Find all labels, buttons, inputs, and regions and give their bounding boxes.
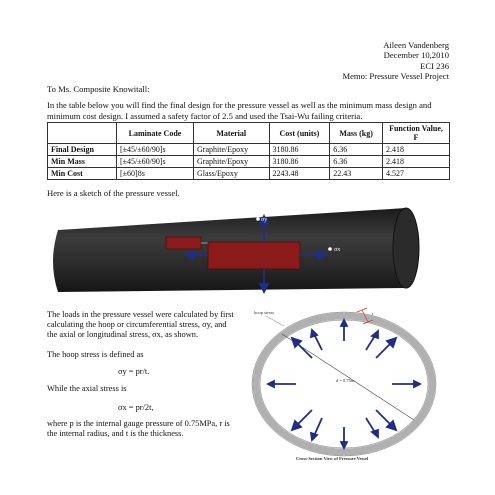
label-dot	[328, 247, 332, 251]
table-cell: Graphite/Epoxy	[194, 156, 270, 168]
salutation: To Ms. Composite Knowitall:	[47, 84, 150, 94]
table-cell: 2.418	[383, 156, 450, 168]
table-cell: Final Design	[48, 144, 117, 156]
table-cell: [±45/±60/90]s	[117, 156, 194, 168]
table-header-cell: Cost (units)	[269, 123, 330, 144]
table-cell: 22.43	[330, 168, 383, 180]
axial-stress-equation: σx = pr/2t,	[118, 403, 154, 412]
table-cell: Min Cost	[48, 168, 117, 180]
pressure-vessel-sketch	[46, 202, 442, 296]
design-table	[47, 122, 450, 180]
table-header-cell: Function Value, F	[383, 123, 450, 144]
loads-paragraph: The loads in the pressure vessel were calculated by first calculating the hoop or circumferential stress, σy, and the axial or longitudinal stress, σx, as shown.	[47, 310, 234, 340]
table-row	[48, 168, 450, 180]
large-stress-element	[208, 242, 300, 269]
hoop-stress-intro: The hoop stress is defined as	[47, 350, 144, 359]
sketch-caption: Here is a sketch of the pressure vessel.	[47, 188, 180, 198]
table-cell: Min Mass	[48, 156, 117, 168]
pressure-arrows	[268, 320, 420, 448]
table-cell: 2.418	[383, 144, 450, 156]
table-header-cell: Material	[194, 123, 270, 144]
table-cell: Glass/Epoxy	[194, 168, 270, 180]
table-cell: 3180.86	[269, 156, 330, 168]
label-leader	[266, 316, 284, 326]
author-name: Aileen Vandenberg	[383, 40, 449, 50]
table-header-cell: Mass (kg)	[330, 123, 383, 144]
small-stress-element	[166, 237, 201, 249]
table-cell: 3180.86	[269, 144, 330, 156]
table-header-cell: Laminate Code	[117, 123, 194, 144]
table-cell: 6.36	[330, 156, 383, 168]
diameter-label: d = 0.75m	[336, 378, 355, 383]
intro-paragraph: In the table below you will find the final design for the pressure vessel as well as the minimum mass design and minimum cost design. I assumed a safety factor of 2.5 and used the Tsai-Wu failing criteria.	[47, 100, 432, 121]
memo-date: December 10,2010	[383, 50, 449, 61]
cross-section-caption: Cross-Section View of Pressure Vessel	[296, 456, 369, 461]
table-row	[48, 144, 450, 156]
sigma-y-label: σy	[261, 217, 268, 223]
table-header-cell	[48, 123, 117, 144]
label-dot	[256, 217, 260, 221]
hoop-stress-label: hoop stress	[254, 310, 275, 315]
hoop-stress-equation: σy = pr/t.	[118, 367, 150, 376]
variables-paragraph: where p is the internal gauge pressure of 0.75MPa, r is the internal radius, and t is the thickness.	[47, 419, 230, 439]
course-code: ECI 236	[420, 60, 449, 71]
thickness-label: t	[372, 311, 374, 316]
memo-header	[342, 40, 449, 82]
memo-subject: Memo: Pressure Vessel Project	[342, 71, 449, 82]
table-cell: 2243.48	[269, 168, 330, 180]
cross-section-diagram	[244, 306, 444, 466]
table-cell: [±60]8s	[117, 168, 194, 180]
sigma-x-label: σx	[334, 247, 341, 253]
table-row	[48, 156, 450, 168]
vessel-end-cap	[393, 208, 419, 288]
axial-stress-intro: While the axial stress is	[47, 384, 127, 393]
table-cell: 6.36	[330, 144, 383, 156]
table-cell: [±45/±60/90]s	[117, 144, 194, 156]
table-cell: Graphite/Epoxy	[194, 144, 270, 156]
table-cell: 4.527	[383, 168, 450, 180]
table-header-row	[48, 123, 450, 144]
